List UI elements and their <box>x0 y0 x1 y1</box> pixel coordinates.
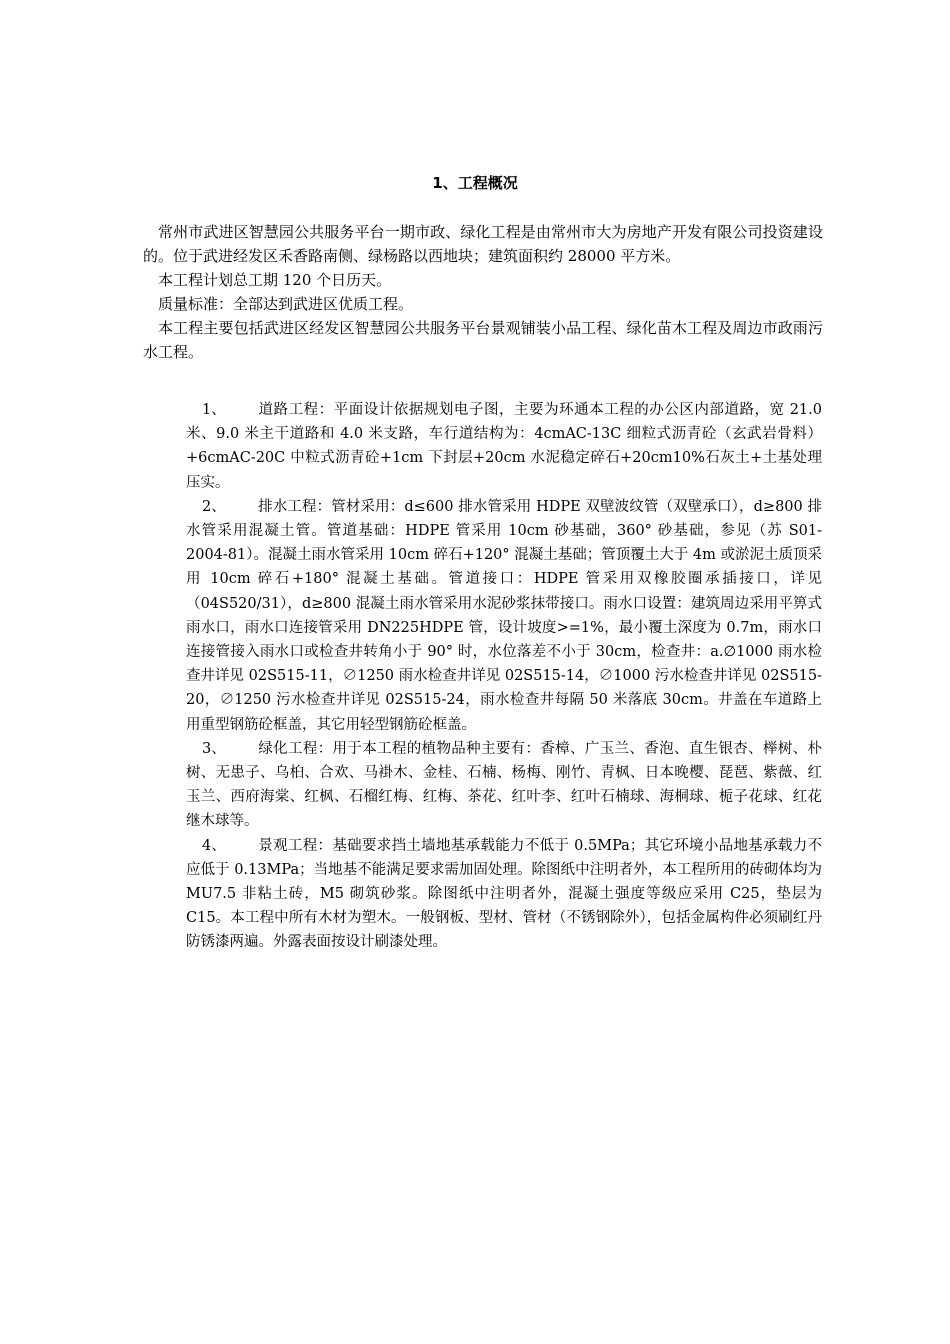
intro-paragraph-project: 常州市武进区智慧园公共服务平台一期市政、绿化工程是由常州市大为房地产开发有限公司投资建设的。位于武进经发区禾香路南侧、绿杨路以西地块；建筑面积约 28000 平方米。 <box>143 223 823 265</box>
work-item-text: 景观工程：基础要求挡土墙地基承载能力不低于 0.5MPa；其它环境小品地基承载力不应低于 0.13MPa；当地基不能满足要求需加固处理。除图纸中注明者外，本工程所用的砖砌体均为 MU7.5 非粘土砖，M5 砌筑砂浆。除图纸中注明者外，混凝土强度等级应采用 C25，垫层为 C15。本工程中所有木材为塑木。一般钢板、型材、管材（不锈钢除外），包括金属构件必须刷红丹防锈漆两遍。外露表面按设计刷漆处理。 <box>186 837 822 951</box>
section-title: 1、工程概况 <box>432 174 518 192</box>
work-item-number: 4、 <box>202 837 226 854</box>
intro-paragraph-scope: 本工程主要包括武进区经发区智慧园公共服务平台景观铺装小品工程、绿化苗木工程及周边市政雨污水工程。 <box>143 319 823 361</box>
work-item-text: 绿化工程：用于本工程的植物品种主要有：香樟、广玉兰、香泡、直生银杏、榉树、朴树、无患子、乌桕、合欢、马褂木、金桂、石楠、杨梅、刚竹、青枫、日本晚樱、琵琶、紫薇、红玉兰、西府海棠、红枫、石榴红梅、红梅、茶花、红叶李、红叶石楠球、海桐球、栀子花球、红花继木球等。 <box>186 740 822 830</box>
work-item-text: 道路工程：平面设计依据规划电子图，主要为环通本工程的办公区内部道路，宽 21.0 米、9.0 米主干道路和 4.0 米支路，车行道结构为：4cmAC-13C 细粒式沥青砼（玄武岩骨料）+6cmAC-20C 中粒式沥青砼+1cm 下封层+20cm 水泥稳定碎石+20cm10%石灰土+土基处理压实。 <box>186 402 822 491</box>
work-item-text: 排水工程：管材采用：d≤600 排水管采用 HDPE 双壁波纹管（双壁承口），d≥800 排水管采用混凝土管。管道基础：HDPE 管采用 10cm 砂基础，360° 砂基础，参见（苏 S01-2004-81）。混凝土雨水管采用 10cm 碎石+120° 混凝土基础；管顶覆土大于 4m 或淤泥土质顶采用 10cm 碎石+180° 混凝土基础。管道接口：HDPE 管采用双橡胶圈承插接口，详见（04S520/31），d≥800 混凝土雨水管采用水泥砂浆抹带接口。雨水口设置：建筑周边采用平箅式雨水口，雨水口连接管采用 DN225HDPE 管，设计坡度>=1%，最小覆土深度为 0.7m，雨水口连接管接入雨水口或检查井转角小于 90° 时，水位落差不小于 30cm，检查井：a.∅1000 雨水检查井详见 02S515-11，∅1250 雨水检查井详见 02S515-14，∅1000 污水检查井详见 02S515-20，∅1250 污水检查井详见 02S515-24，雨水检查井每隔 50 米落底 30cm。井盖在车道路上用重型钢筋砼框盖，其它用轻型钢筋砼框盖。 <box>186 498 822 733</box>
work-item-number: 2、 <box>202 498 226 515</box>
work-item-number: 1、 <box>202 402 226 418</box>
work-items-list <box>186 398 822 955</box>
work-item-drainage <box>186 495 822 737</box>
intro-paragraph-quality: 质量标准：全部达到武进区优质工程。 <box>158 295 414 313</box>
intro-section <box>143 220 823 364</box>
work-item-number: 3、 <box>202 740 226 757</box>
work-item-greening <box>186 737 822 834</box>
work-item-road <box>186 398 822 495</box>
work-item-landscape <box>186 834 822 955</box>
intro-paragraph-duration: 本工程计划总工期 120 个日历天。 <box>158 271 392 289</box>
